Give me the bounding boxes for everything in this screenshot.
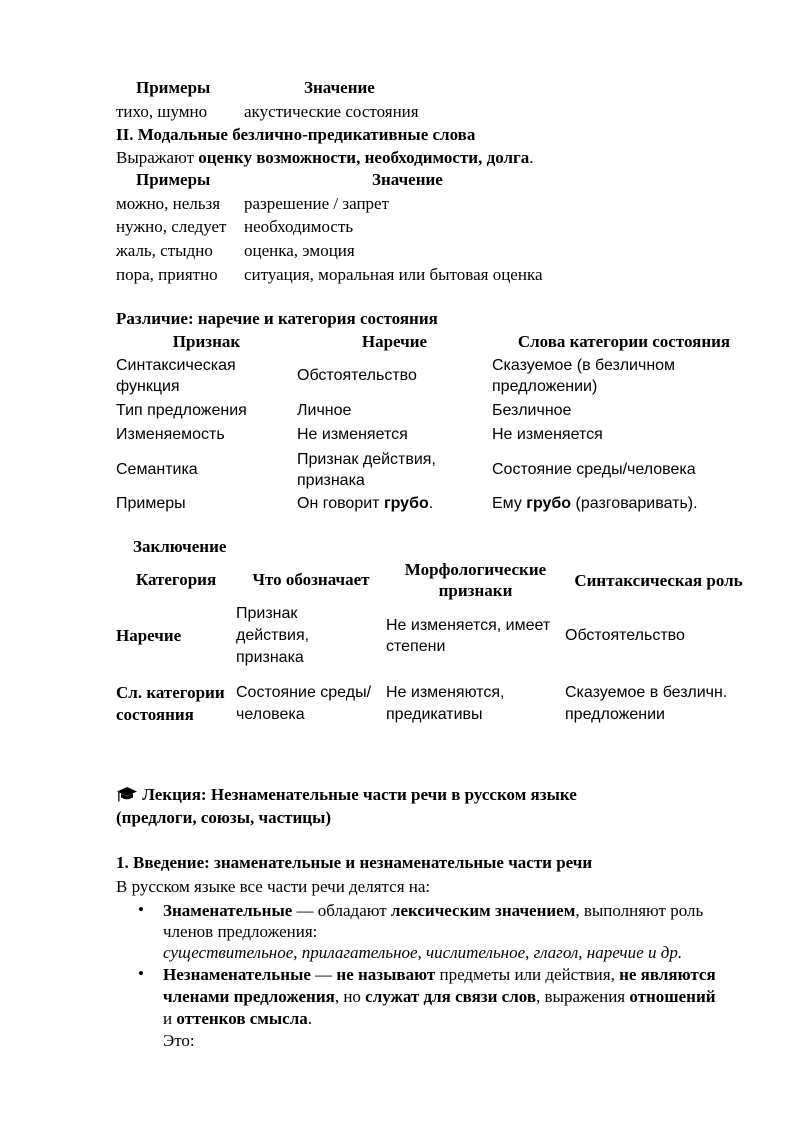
table-header: Наречие [361,332,428,351]
table-cell: Наречие [116,626,182,645]
section-lead: Выражают оценку возможности, необходимости, долга. [116,148,534,167]
table-cell: Тип предложения [116,402,247,419]
table-cell: Изменяемость [116,426,225,443]
table-cell: Сказуемое (в безличном предложении) [492,357,676,395]
t1-row-examples: тихо, шумно [116,102,208,121]
table-cell: Состояние среды/человека [236,684,372,723]
t2-row-meaning: разрешение / запрет [244,194,390,213]
table-cell: Примеры [116,495,186,512]
table-cell: Состояние среды/человека [492,460,696,478]
table-row [116,670,752,738]
list-item: Знаменательные — обладают лексическим значением, выполняют роль членов предложения: существительное, прилагательное, числительное, глагол, наречие и др. [163,901,704,962]
table-header-row [116,331,756,353]
table-cell: Не изменяется [492,426,603,443]
table-cell: Семантика [116,460,198,478]
table-header: Категория [135,570,217,589]
table-header: Что обозначает [252,570,370,589]
diff-table [116,331,756,516]
t2-header-meaning: Значение [372,170,443,189]
t2-row-meaning: ситуация, моральная или бытовая оценка [244,265,543,284]
intro-lead: В русском языке все части речи делятся на: [116,877,431,896]
table-cell: Синтаксическая функция [116,357,236,395]
t2-row-examples: жаль, стыдно [116,241,213,260]
table-header: Признак [172,332,241,351]
t1-header-examples: Примеры [136,78,211,97]
t2-row-examples: нужно, следует [116,217,227,236]
table-cell: Не изменяются, предикативы [386,684,505,723]
table-cell: Ему грубо (разговаривать). [492,495,698,512]
t2-row-meaning: оценка, эмоция [244,241,355,260]
t2-row-examples: можно, нельзя [116,194,221,213]
bullet-marker: • [138,964,144,983]
list-item: Незнаменательные — не называют предметы или действия, не являются членами предложения, но служат для связи слов, выражения отношений и оттенков смысла. Это: [163,965,716,1050]
bullet-marker: • [138,900,144,919]
table-cell: Сл. категории состояния [116,683,225,724]
table-cell: Не изменяется, имеет степени [386,617,551,655]
conclusion-table [116,558,752,738]
table-cell: Признак действия, признака [297,450,436,489]
lecture-subheading: (предлоги, союзы, частицы) [116,808,332,827]
section-heading-modal: II. Модальные безлично-предикативные слова [116,125,476,144]
t2-row-examples: пора, приятно [116,265,218,284]
table-row [116,492,756,516]
table-row [116,423,756,447]
table-cell: Обстоятельство [565,627,685,644]
table-cell: Он говорит грубо. [297,495,434,512]
intro-heading: 1. Введение: знаменательные и незнаменательные части речи [116,853,593,872]
table-cell: Личное [297,402,352,419]
table-cell: Не изменяется [297,426,408,443]
table-header: Слова категории состояния [517,332,731,351]
table-cell: Сказуемое в безличн. предложении [565,684,728,723]
lecture-heading: Лекция: Незнаменательные части речи в русском языке [116,785,577,808]
table-cell: Безличное [492,402,572,419]
table-row [116,447,756,492]
table-row [116,353,756,399]
table-row [116,602,752,670]
conclusion-title: Заключение [133,537,227,556]
table-row [116,399,756,423]
table-header: Морфологические признаки [404,560,547,600]
table-cell: Признак действия, признака [236,605,310,666]
table-header-row [116,558,752,602]
graduation-cap-icon [116,785,138,808]
table-cell: Обстоятельство [297,367,417,384]
t2-header-examples: Примеры [136,170,211,189]
t1-row-meaning: акустические состояния [244,102,419,121]
table-header: Синтаксическая роль [574,570,743,590]
t1-header-meaning: Значение [304,78,375,97]
diff-heading: Различие: наречие и категория состояния [116,309,438,328]
t2-row-meaning: необходимость [244,217,354,236]
